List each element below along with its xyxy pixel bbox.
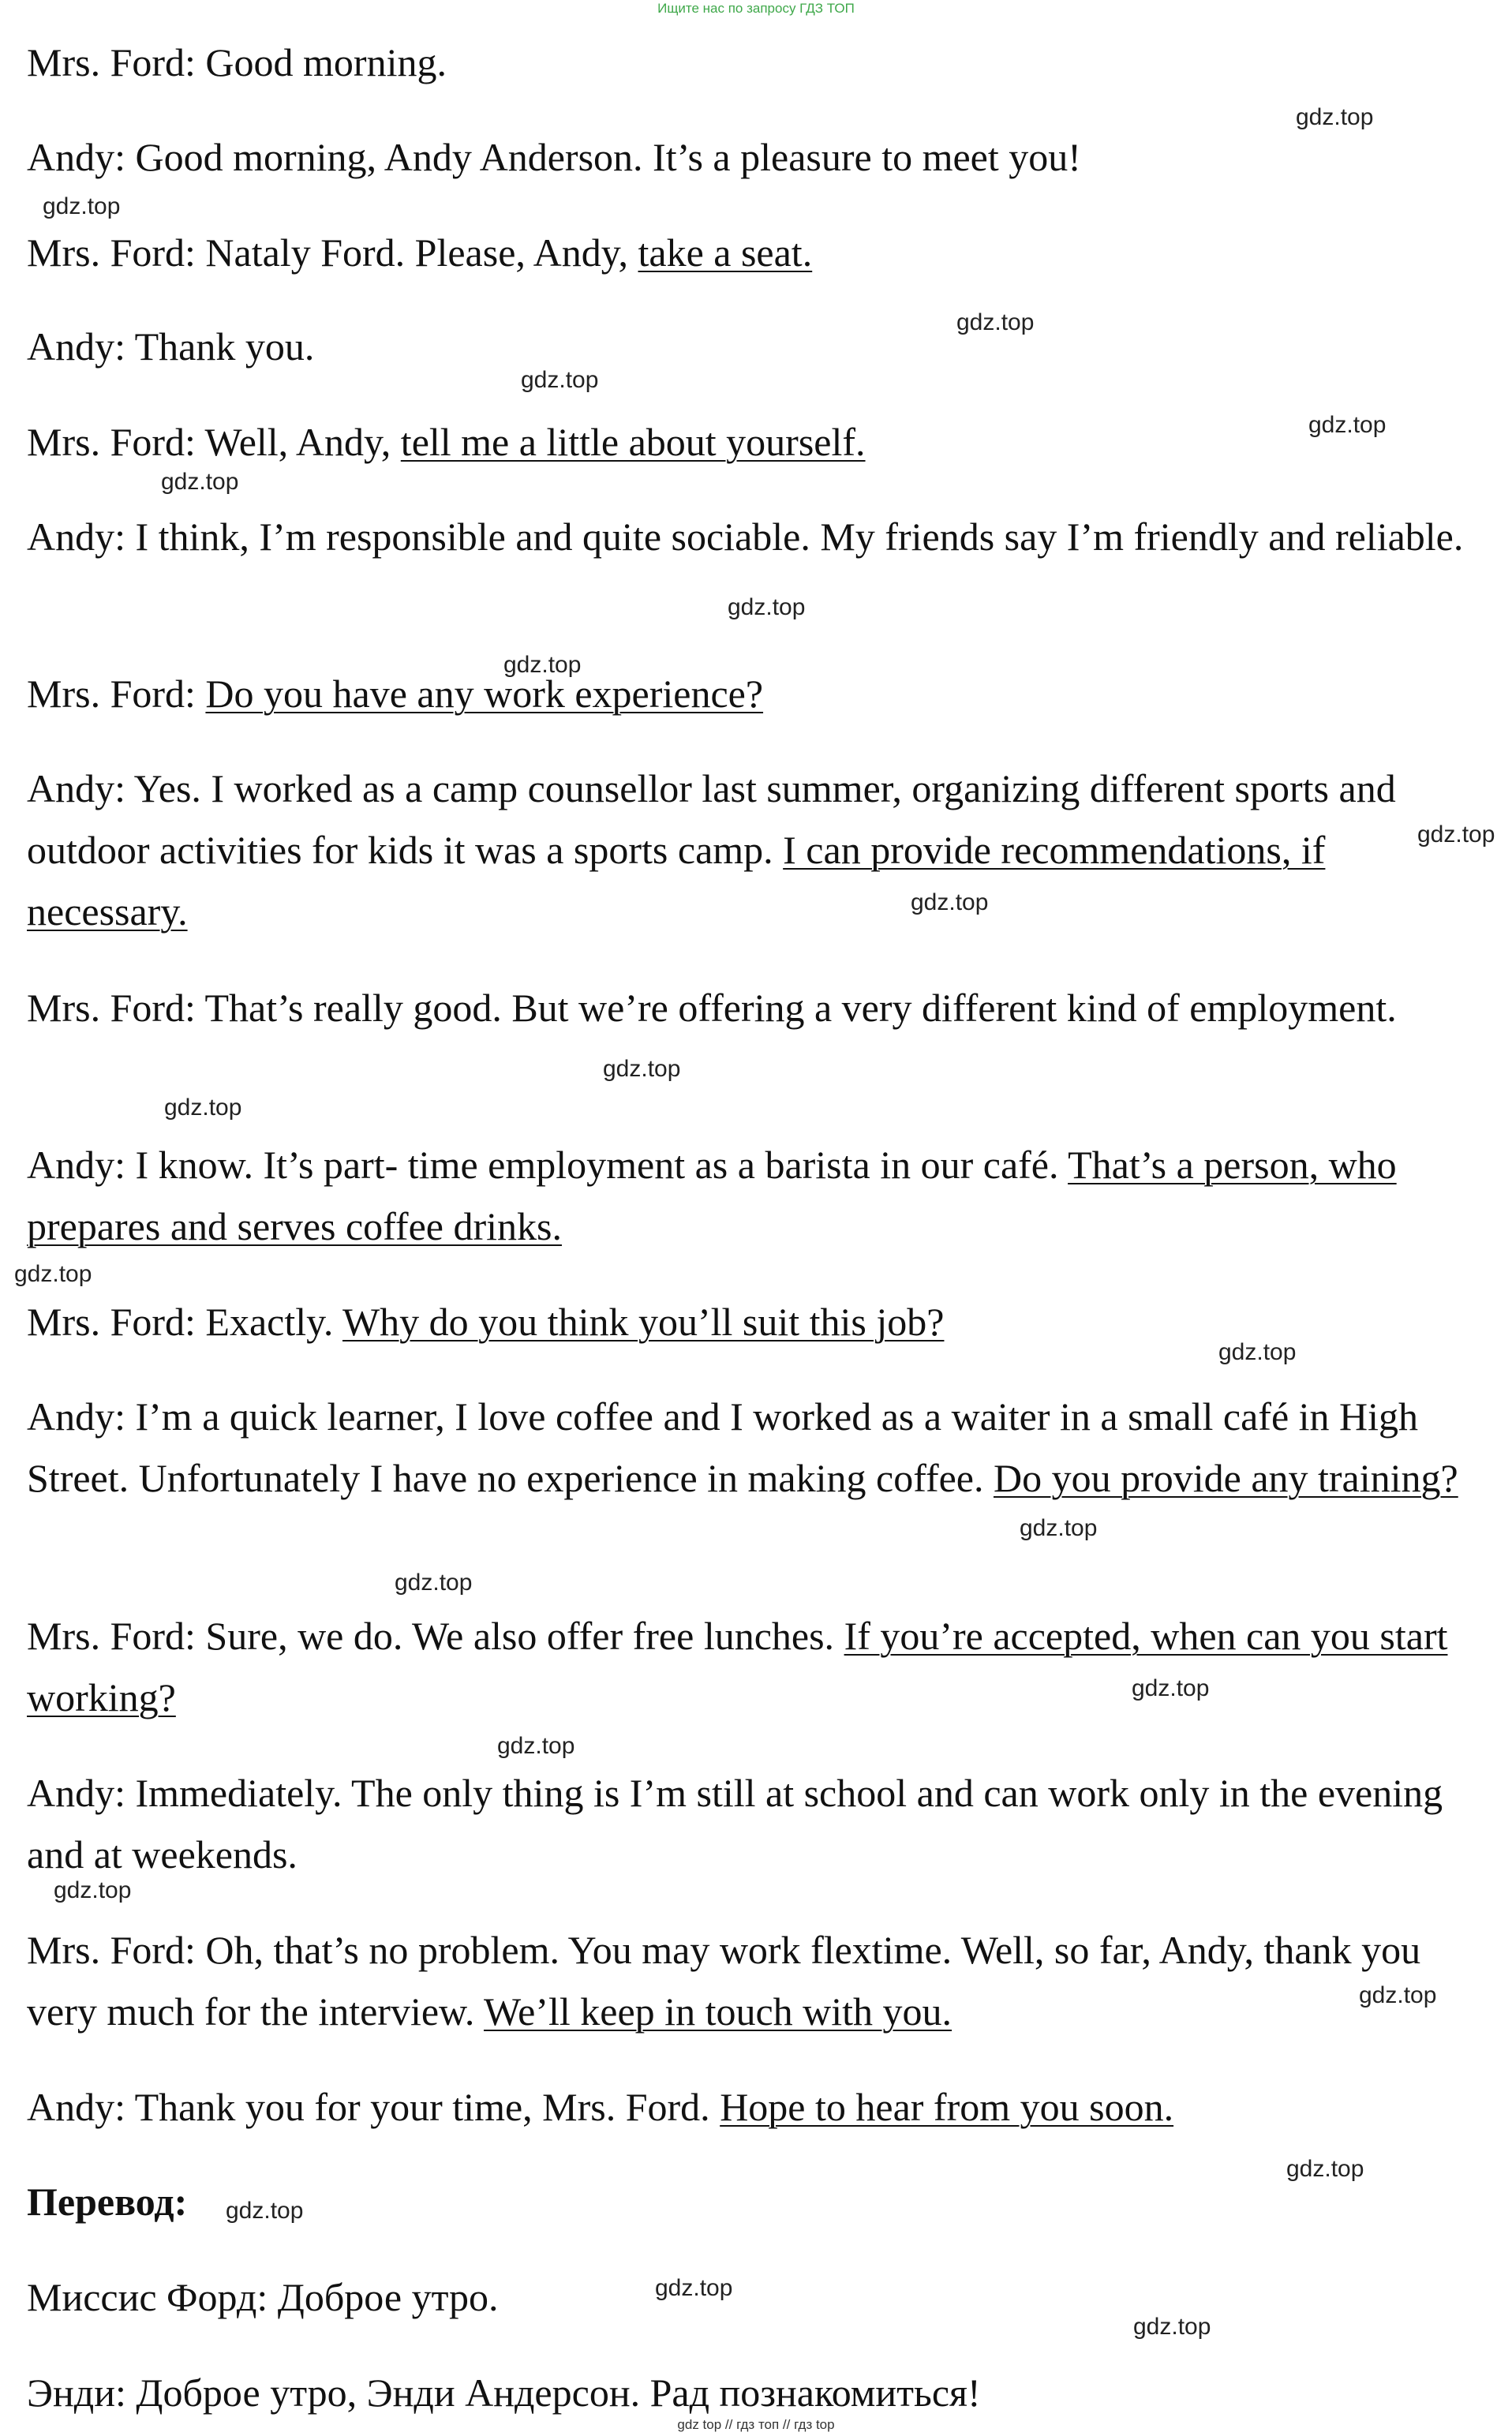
translation-heading: Перевод: bbox=[27, 2180, 188, 2224]
dialogue-line: Andy: Yes. I worked as a camp counsellor last summer, organizing different sports and outdoor activities for kids it was a sports camp. I can provide recommendations, if necessary. bbox=[27, 766, 1396, 934]
watermark: gdz.top bbox=[956, 309, 1035, 335]
watermark: gdz.top bbox=[655, 2275, 733, 2301]
dialogue-line: Mrs. Ford: Oh, that’s no problem. You may work flextime. Well, so far, Andy, thank you very much for the interview. We’ll keep in touch with you. bbox=[27, 1928, 1421, 2034]
watermark: gdz.top bbox=[1417, 821, 1495, 848]
watermark: gdz.top bbox=[1296, 104, 1374, 130]
dialogue-line: Andy: Thank you for your time, Mrs. Ford. Hope to hear from you soon. bbox=[27, 2085, 1174, 2129]
top-note: Ищите нас по запросу ГДЗ ТОП bbox=[657, 1, 855, 16]
dialogue-line: Andy: Thank you. bbox=[27, 324, 315, 369]
dialogue-line: Mrs. Ford: Sure, we do. We also offer free lunches. If you’re accepted, when can you start working? bbox=[27, 1614, 1448, 1719]
watermark: gdz.top bbox=[14, 1261, 92, 1287]
watermark: gdz.top bbox=[911, 889, 989, 915]
watermark: gdz.top bbox=[1286, 2156, 1364, 2182]
translation-line: Энди: Доброе утро, Энди Андерсон. Рад познакомиться! bbox=[27, 2371, 981, 2415]
watermark: gdz.top bbox=[1133, 2314, 1211, 2340]
watermark: gdz.top bbox=[54, 1877, 132, 1903]
watermark: gdz.top bbox=[1132, 1675, 1210, 1701]
dialogue-line: Mrs. Ford: Do you have any work experience? bbox=[27, 672, 764, 716]
translation-line: Миссис Форд: Доброе утро. bbox=[27, 2275, 499, 2319]
watermark: gdz.top bbox=[603, 1056, 681, 1082]
dialogue-line: Andy: Immediately. The only thing is I’m still at school and can work only in the evening and at weekends. bbox=[27, 1771, 1443, 1877]
watermark: gdz.top bbox=[497, 1733, 575, 1759]
dialogue-line: Mrs. Ford: Nataly Ford. Please, Andy, take a seat. bbox=[27, 230, 813, 275]
watermark: gdz.top bbox=[1218, 1339, 1297, 1365]
dialogue-line: Mrs. Ford: Good morning. bbox=[27, 40, 447, 84]
watermark: gdz.top bbox=[226, 2198, 304, 2224]
watermark: gdz.top bbox=[503, 652, 582, 678]
dialogue-line: Andy: Good morning, Andy Anderson. It’s a pleasure to meet you! bbox=[27, 135, 1081, 179]
watermark: gdz.top bbox=[1308, 412, 1387, 438]
dialogue-line: Mrs. Ford: Well, Andy, tell me a little about yourself. bbox=[27, 420, 866, 464]
footer-note: gdz top // гдз топ // гдз top bbox=[677, 2417, 835, 2432]
dialogue-line: Andy: I’m a quick learner, I love coffee and I worked as a waiter in a small café in High Street. Unfortunately I have no experience in making coffee. Do you provide any training? bbox=[27, 1394, 1458, 1500]
dialogue-line: Mrs. Ford: Exactly. Why do you think you’ll suit this job? bbox=[27, 1300, 945, 1344]
watermark: gdz.top bbox=[161, 469, 239, 495]
watermark: gdz.top bbox=[164, 1095, 242, 1121]
watermark: gdz.top bbox=[1359, 1982, 1437, 2008]
watermark: gdz.top bbox=[521, 367, 599, 393]
watermark: gdz.top bbox=[395, 1570, 473, 1596]
dialogue-line: Andy: I know. It’s part- time employment as a barista in our café. That’s a person, who prepares and serves coffee drinks. bbox=[27, 1143, 1397, 1248]
dialogue-line: Andy: I think, I’m responsible and quite sociable. My friends say I’m friendly and reliable. bbox=[27, 515, 1464, 559]
watermark: gdz.top bbox=[43, 193, 121, 219]
watermark: gdz.top bbox=[1020, 1515, 1098, 1541]
watermark: gdz.top bbox=[728, 594, 806, 620]
dialogue-line: Mrs. Ford: That’s really good. But we’re offering a very different kind of employment. bbox=[27, 986, 1397, 1030]
